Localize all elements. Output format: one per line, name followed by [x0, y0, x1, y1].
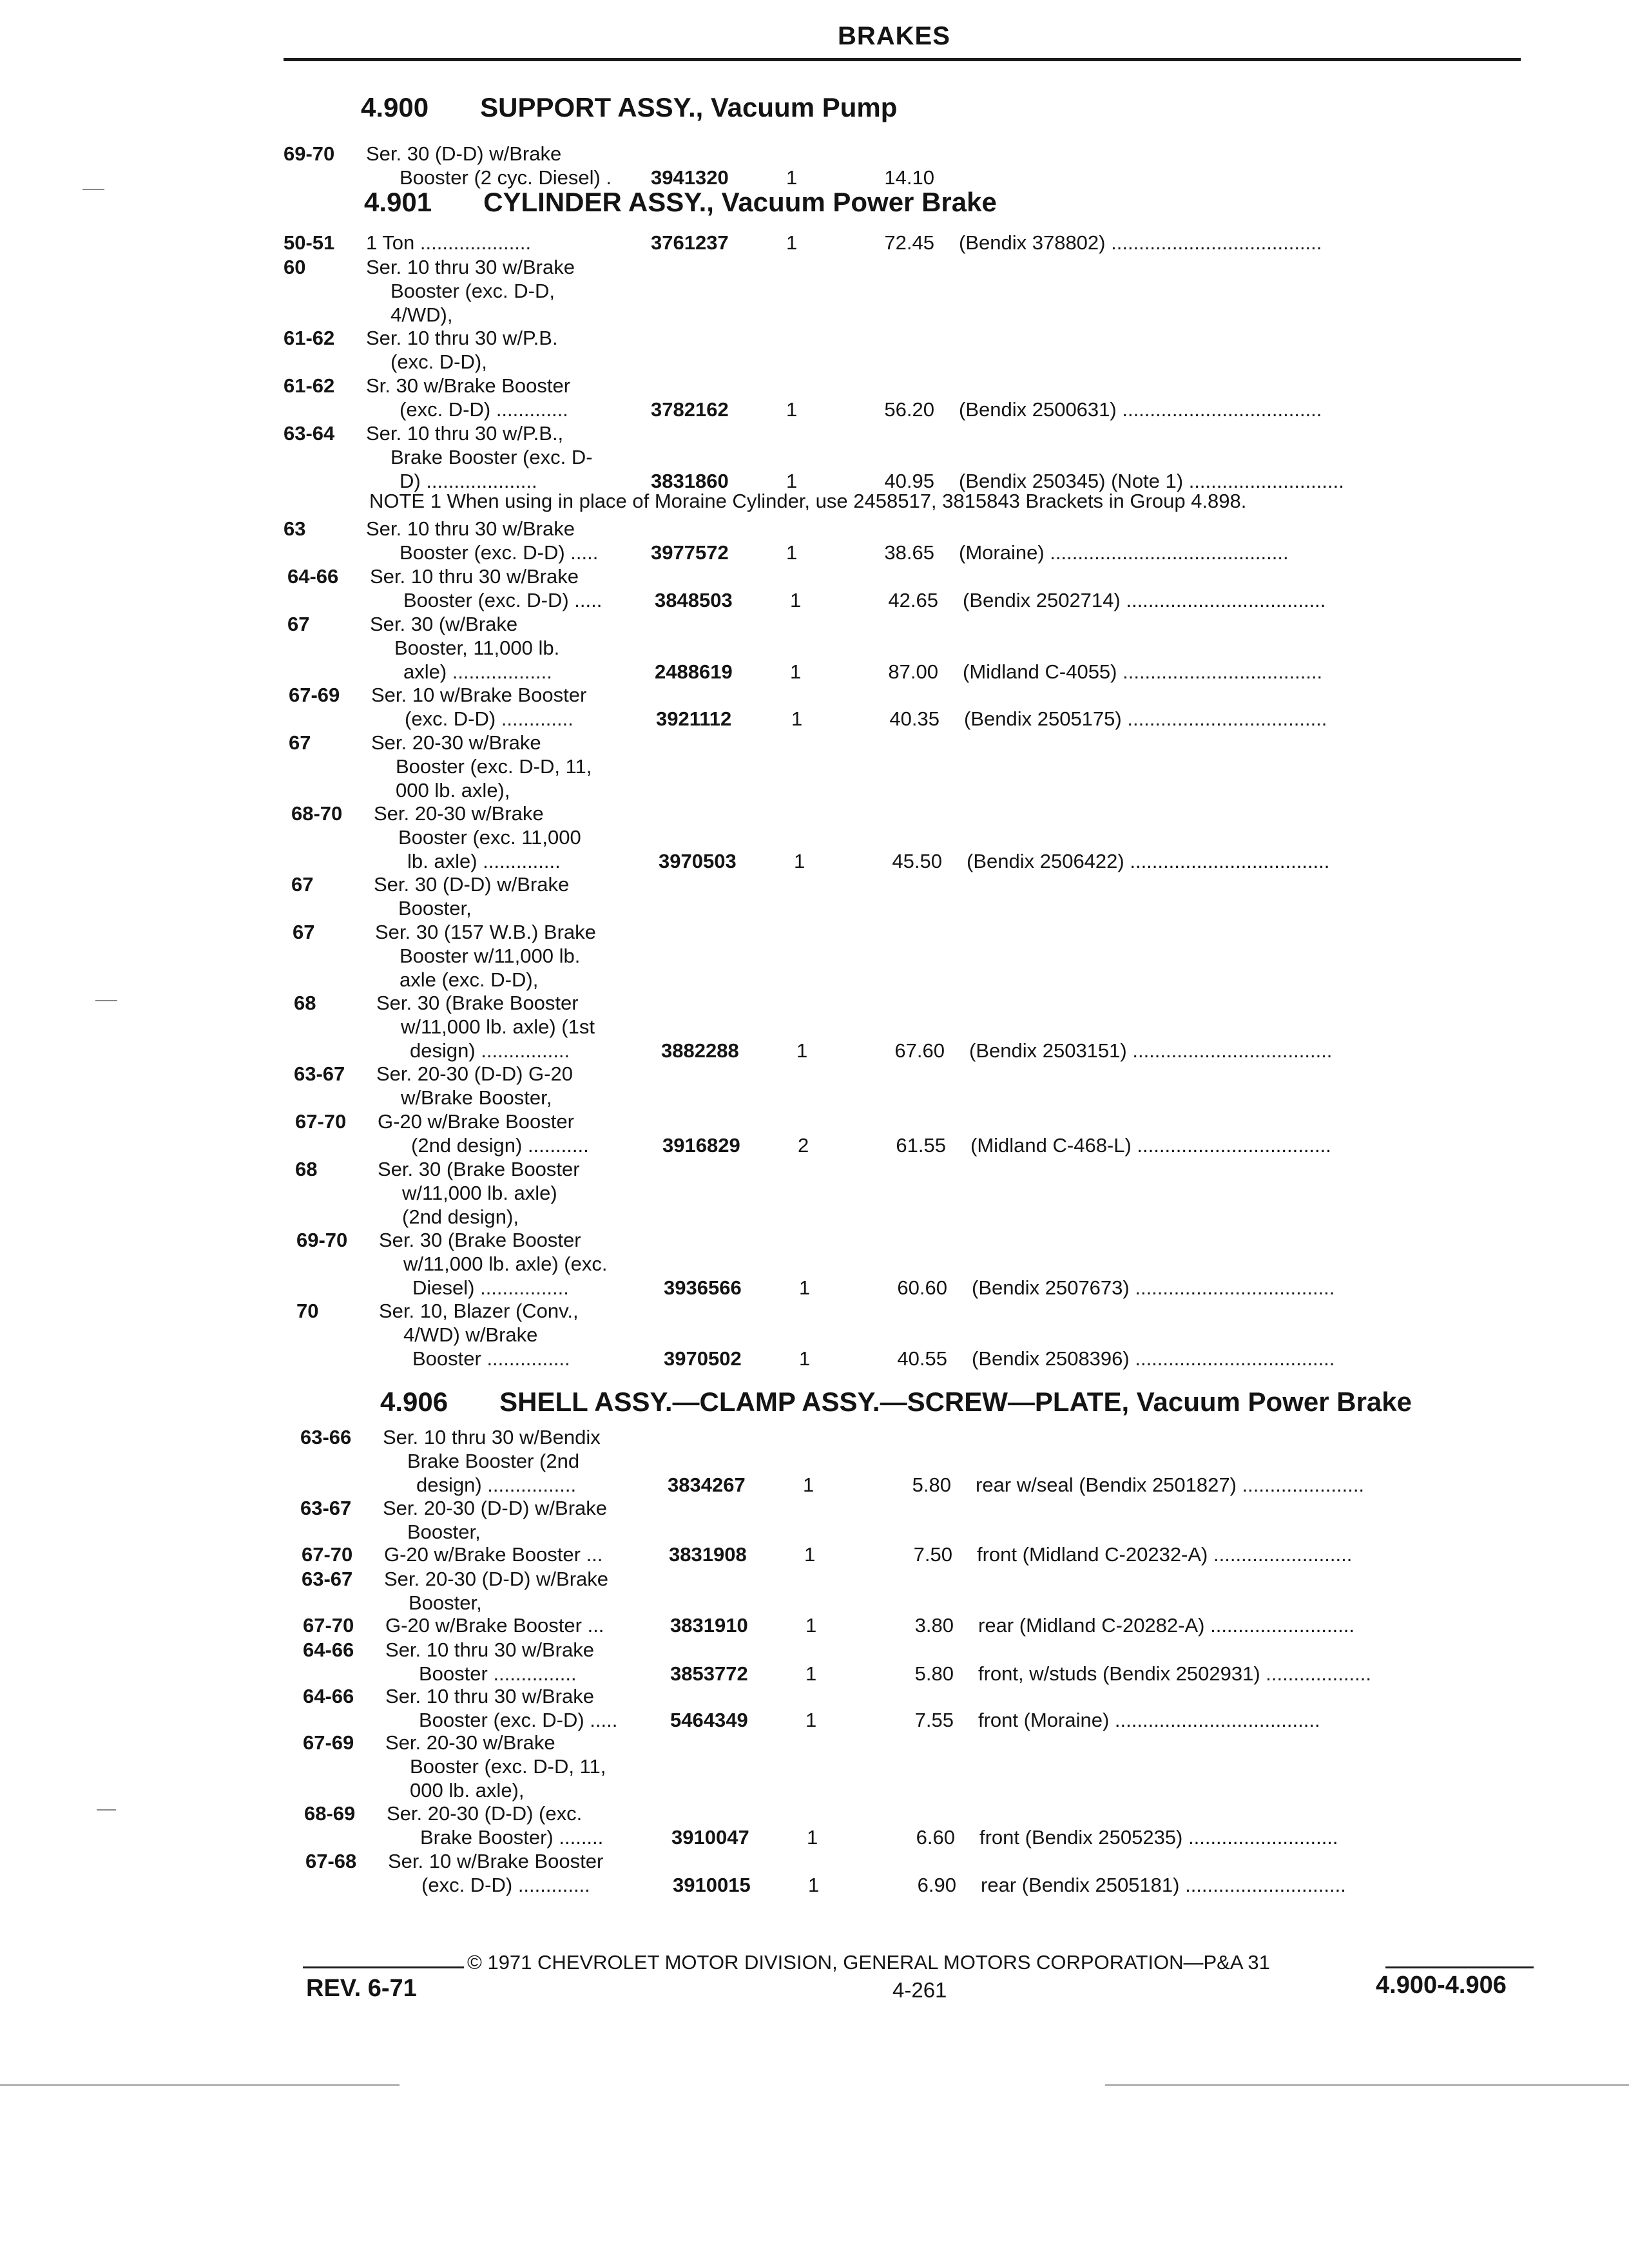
- description-line: Ser. 10 thru 30 w/Brake: [385, 1685, 594, 1707]
- table-row: [284, 374, 1540, 421]
- part-number: 3782162: [651, 398, 729, 421]
- footer-group-range: 4.900-4.906: [1376, 1972, 1507, 1999]
- list-price: 61.55: [896, 1134, 946, 1157]
- part-number: 2488619: [655, 660, 733, 683]
- description-line: Ser. 20-30 (D-D) w/Brake: [384, 1568, 608, 1590]
- model-years: 68-69: [304, 1802, 356, 1825]
- table-row: [303, 1731, 1559, 1802]
- description-line: design) ................: [410, 1039, 570, 1062]
- remark: front (Midland C-20232-A) .........................: [977, 1543, 1353, 1566]
- part-number: 3831910: [670, 1614, 748, 1637]
- quantity: 1: [803, 1474, 815, 1496]
- description-line: 4/WD),: [390, 303, 453, 326]
- section-number: 4.906: [380, 1387, 448, 1417]
- table-row: [284, 255, 1540, 327]
- table-row: [294, 1062, 1550, 1110]
- list-price: 6.60: [916, 1826, 955, 1849]
- remark: (Bendix 378802) ......................................: [959, 231, 1322, 254]
- part-number: 3921112: [656, 707, 732, 730]
- part-number: 3910015: [673, 1874, 751, 1896]
- quantity: 1: [790, 589, 802, 611]
- description-line: Booster (exc. D-D, 11,: [396, 755, 592, 778]
- footer-copyright: © 1971 CHEVROLET MOTOR DIVISION, GENERAL MOTORS CORPORATION—P&A 31: [467, 1951, 1270, 1974]
- header-rule: [284, 58, 1521, 61]
- list-price: 38.65: [884, 541, 934, 564]
- quantity: 1: [791, 707, 803, 730]
- section-title: SUPPORT ASSY., Vacuum Pump: [480, 92, 898, 122]
- table-row: [287, 612, 1544, 684]
- description-line: 4/WD) w/Brake: [403, 1323, 538, 1346]
- description-line: Ser. 10 thru 30 w/Brake: [385, 1639, 594, 1661]
- description-line: (exc. D-D) .............: [405, 707, 574, 730]
- model-years: 67: [293, 921, 315, 943]
- remark: (Bendix 250345) (Note 1) ............................: [959, 470, 1344, 492]
- part-number: 3848503: [655, 589, 733, 611]
- description-line: (2nd design),: [402, 1206, 519, 1228]
- description-line: w/11,000 lb. axle) (exc.: [403, 1253, 608, 1275]
- description-line: 000 lb. axle),: [396, 779, 510, 802]
- quantity: 1: [786, 541, 798, 564]
- description-line: axle) ..................: [403, 660, 552, 683]
- model-years: 64-66: [287, 565, 339, 588]
- description-line: Booster (exc. D-D) .....: [419, 1709, 618, 1731]
- table-row: [300, 1496, 1557, 1544]
- description-line: Booster (exc. D-D,: [390, 280, 555, 302]
- description-line: G-20 w/Brake Booster ...: [385, 1614, 604, 1637]
- quantity: 1: [799, 1276, 811, 1299]
- section-number: 4.900: [361, 92, 429, 122]
- footer-revision: REV. 6-71: [306, 1975, 417, 2002]
- description-line: Booster,: [409, 1591, 482, 1614]
- description-line: lb. axle) ..............: [407, 850, 561, 872]
- model-years: 64-66: [303, 1639, 354, 1661]
- description-line: Diesel) ................: [412, 1276, 569, 1299]
- description-line: Ser. 30 (Brake Booster: [376, 992, 579, 1014]
- description-line: Ser. 30 (D-D) w/Brake: [374, 873, 570, 896]
- part-number: 5464349: [670, 1709, 748, 1731]
- description-line: Booster (exc. D-D) .....: [403, 589, 602, 611]
- part-number: 3831908: [669, 1543, 747, 1566]
- footer-rule-left: [303, 1966, 464, 1968]
- model-years: 61-62: [284, 327, 335, 349]
- model-years: 67-70: [295, 1110, 347, 1133]
- list-price: 40.35: [889, 707, 940, 730]
- model-years: 50-51: [284, 231, 335, 254]
- part-number: 3941320: [651, 166, 729, 189]
- table-row: [295, 1110, 1552, 1157]
- list-price: 6.90: [917, 1874, 956, 1896]
- description-line: (exc. D-D),: [390, 351, 487, 373]
- part-number: 3936566: [664, 1276, 742, 1299]
- part-number: 3831860: [651, 470, 729, 492]
- table-row: [295, 1157, 1552, 1229]
- description: [383, 1496, 724, 1544]
- table-row: [303, 1684, 1559, 1732]
- section-heading: [364, 187, 997, 218]
- description-line: Booster (exc. D-D) .....: [400, 541, 599, 564]
- model-years: 67-70: [302, 1543, 353, 1566]
- description-line: Ser. 10 thru 30 w/Brake: [370, 565, 579, 588]
- description-line: Ser. 20-30 (D-D) G-20: [376, 1062, 573, 1085]
- description-line: Ser. 30 (Brake Booster: [378, 1158, 580, 1180]
- footer-rule-right: [1385, 1966, 1534, 1968]
- model-years: 61-62: [284, 374, 335, 397]
- description-line: Ser. 10 thru 30 w/P.B.,: [366, 422, 564, 445]
- section-title: CYLINDER ASSY., Vacuum Power Brake: [483, 187, 997, 217]
- description-line: Ser. 30 (D-D) w/Brake: [366, 142, 562, 165]
- section-title: SHELL ASSY.—CLAMP ASSY.—SCREW—PLATE, Vacuum Power Brake: [499, 1387, 1412, 1417]
- remark: (Midland C-468-L) ...................................: [970, 1134, 1331, 1157]
- part-number: 3977572: [651, 541, 729, 564]
- description: [376, 1062, 718, 1110]
- description-line: Booster (exc. D-D, 11,: [410, 1755, 606, 1778]
- section-heading: [380, 1387, 1412, 1418]
- description-line: Booster ...............: [419, 1662, 577, 1685]
- quantity: 1: [805, 1662, 817, 1685]
- list-price: 7.50: [913, 1543, 952, 1566]
- table-row: [302, 1567, 1558, 1615]
- description-line: Ser. 10, Blazer (Conv.,: [379, 1300, 579, 1322]
- model-years: 63-66: [300, 1426, 352, 1448]
- description-line: 1 Ton ....................: [366, 231, 532, 254]
- model-years: 63-67: [300, 1497, 352, 1519]
- list-price: 72.45: [884, 231, 934, 254]
- table-row: [302, 1542, 1558, 1566]
- description-line: Ser. 20-30 (D-D) w/Brake: [383, 1497, 607, 1519]
- description-line: Ser. 30 (157 W.B.) Brake: [375, 921, 596, 943]
- list-price: 40.95: [884, 470, 934, 492]
- list-price: 42.65: [888, 589, 938, 611]
- remark: front, w/studs (Bendix 2502931) ...................: [978, 1662, 1371, 1685]
- note-1: NOTE 1 When using in place of Moraine Cylinder, use 2458517, 3815843 Brackets in Group 4.898.: [369, 490, 1247, 512]
- description-line: Ser. 30 (Brake Booster: [379, 1229, 581, 1251]
- section-number: 4.901: [364, 187, 432, 217]
- description-line: Ser. 10 w/Brake Booster: [371, 684, 587, 706]
- table-row: [291, 802, 1548, 873]
- part-number: 3834267: [668, 1474, 746, 1496]
- table-row: [300, 1425, 1557, 1497]
- model-years: 64-66: [303, 1685, 354, 1707]
- remark: (Bendix 2507673) ....................................: [972, 1276, 1335, 1299]
- description-line: Booster, 11,000 lb.: [394, 637, 560, 659]
- description-line: Booster (exc. 11,000: [398, 826, 581, 849]
- model-years: 67-68: [305, 1850, 357, 1872]
- remark: (Bendix 2500631) ....................................: [959, 398, 1322, 421]
- table-row: [303, 1613, 1559, 1637]
- margin-mark: [82, 189, 104, 190]
- list-price: 3.80: [914, 1614, 954, 1637]
- description: [375, 920, 717, 992]
- quantity: 1: [805, 1614, 817, 1637]
- scan-rule-right: [1105, 2084, 1629, 2086]
- list-price: 7.55: [914, 1709, 954, 1731]
- table-row: [304, 1802, 1561, 1849]
- margin-mark: [97, 1809, 116, 1811]
- description-line: Ser. 30 (w/Brake: [370, 613, 518, 635]
- description: [366, 326, 708, 374]
- remark: rear (Bendix 2505181) .............................: [981, 1874, 1346, 1896]
- remark: rear (Midland C-20282-A) ..........................: [978, 1614, 1355, 1637]
- model-years: 63-64: [284, 422, 335, 445]
- quantity: 2: [798, 1134, 809, 1157]
- description-line: w/11,000 lb. axle) (1st: [401, 1015, 595, 1038]
- scan-rule-left: [0, 2084, 400, 2086]
- model-years: 68: [295, 1158, 318, 1180]
- description-line: 000 lb. axle),: [410, 1779, 525, 1802]
- description-line: Ser. 10 thru 30 w/Brake: [366, 517, 575, 540]
- list-price: 40.55: [897, 1347, 947, 1370]
- model-years: 70: [296, 1300, 319, 1322]
- description-line: Booster w/11,000 lb.: [400, 945, 581, 967]
- quantity: 1: [786, 470, 798, 492]
- list-price: 5.80: [914, 1662, 954, 1685]
- description: [378, 1157, 719, 1229]
- quantity: 1: [799, 1347, 811, 1370]
- description: [374, 872, 715, 920]
- description-line: Brake Booster) ........: [420, 1826, 604, 1849]
- remark: (Bendix 2502714) ....................................: [963, 589, 1326, 611]
- description-line: Sr. 30 w/Brake Booster: [366, 374, 571, 397]
- description-line: Ser. 10 thru 30 w/P.B.: [366, 327, 558, 349]
- description-line: Ser. 20-30 (D-D) (exc.: [387, 1802, 583, 1825]
- quantity: 1: [786, 398, 798, 421]
- model-years: 67-69: [289, 684, 340, 706]
- table-row: [291, 872, 1548, 920]
- list-price: 5.80: [912, 1474, 951, 1496]
- description-line: Booster (2 cyc. Diesel) .: [400, 166, 612, 189]
- table-row: [289, 683, 1545, 731]
- section-heading: [361, 92, 897, 123]
- description-line: w/Brake Booster,: [401, 1086, 552, 1109]
- quantity: 1: [796, 1039, 808, 1062]
- remark: (Bendix 2508396) ....................................: [972, 1347, 1335, 1370]
- model-years: 68: [294, 992, 316, 1014]
- quantity: 1: [794, 850, 805, 872]
- model-years: 67: [289, 731, 311, 754]
- part-number: 3916829: [662, 1134, 740, 1157]
- description-line: Booster,: [407, 1521, 481, 1543]
- table-row: [296, 1228, 1553, 1300]
- quantity: 1: [804, 1543, 816, 1566]
- part-number: 3882288: [661, 1039, 739, 1062]
- footer-page-number: 4-261: [892, 1978, 947, 2002]
- description-line: Ser. 10 thru 30 w/Brake: [366, 256, 575, 278]
- model-years: 69-70: [296, 1229, 348, 1251]
- model-years: 67-69: [303, 1731, 354, 1754]
- quantity: 1: [807, 1826, 818, 1849]
- quantity: 1: [790, 660, 802, 683]
- table-row: [284, 326, 1540, 374]
- list-price: 60.60: [897, 1276, 947, 1299]
- description: [384, 1567, 726, 1615]
- table-row: [296, 1299, 1553, 1370]
- remark: (Midland C-4055) ....................................: [963, 660, 1323, 683]
- description-line: G-20 w/Brake Booster ...: [384, 1543, 603, 1566]
- description-line: design) ................: [416, 1474, 577, 1496]
- description-line: Ser. 20-30 w/Brake: [371, 731, 541, 754]
- table-row: [287, 564, 1544, 612]
- model-years: 67-70: [303, 1614, 354, 1637]
- remark: (Bendix 2505175) ....................................: [964, 707, 1327, 730]
- description-line: Ser. 10 thru 30 w/Bendix: [383, 1426, 601, 1448]
- part-number: 3853772: [670, 1662, 748, 1685]
- description-line: (2nd design) ...........: [411, 1134, 589, 1157]
- description-line: Booster ...............: [412, 1347, 570, 1370]
- part-number: 3970502: [664, 1347, 742, 1370]
- table-row: [294, 991, 1550, 1062]
- description-line: Booster,: [398, 897, 472, 919]
- quantity: 1: [808, 1874, 820, 1896]
- part-number: 3970503: [659, 850, 737, 872]
- table-row: [284, 421, 1540, 493]
- description-line: G-20 w/Brake Booster: [378, 1110, 574, 1133]
- list-price: 14.10: [884, 166, 934, 189]
- description: [366, 255, 708, 327]
- model-years: 68-70: [291, 802, 343, 825]
- description: [371, 731, 713, 802]
- description-line: w/11,000 lb. axle): [402, 1182, 557, 1204]
- model-years: 67: [291, 873, 314, 896]
- description-line: Brake Booster (exc. D-: [390, 446, 593, 468]
- model-years: 63-67: [302, 1568, 353, 1590]
- model-years: 69-70: [284, 142, 335, 165]
- model-years: 60: [284, 256, 306, 278]
- list-price: 87.00: [888, 660, 938, 683]
- part-number: 3910047: [671, 1826, 749, 1849]
- table-row: [293, 920, 1549, 992]
- model-years: 63: [284, 517, 306, 540]
- list-price: 45.50: [892, 850, 942, 872]
- description-line: Ser. 20-30 w/Brake: [385, 1731, 555, 1754]
- table-row: [284, 231, 1540, 255]
- description-line: Ser. 20-30 w/Brake: [374, 802, 544, 825]
- description-line: (exc. D-D) .............: [421, 1874, 590, 1896]
- table-row: [289, 731, 1545, 802]
- page-header-title: BRAKES: [838, 22, 950, 50]
- model-years: 63-67: [294, 1062, 345, 1085]
- margin-mark: [95, 1000, 117, 1001]
- quantity: 1: [805, 1709, 817, 1731]
- remark: front (Moraine) .....................................: [978, 1709, 1320, 1731]
- list-price: 56.20: [884, 398, 934, 421]
- table-row: [305, 1849, 1562, 1897]
- remark: (Moraine) ...........................................: [959, 541, 1289, 564]
- quantity: 1: [786, 166, 798, 189]
- table-row: [284, 517, 1540, 564]
- table-row: [303, 1638, 1559, 1686]
- model-years: 67: [287, 613, 310, 635]
- remark: (Bendix 2503151) ....................................: [969, 1039, 1333, 1062]
- list-price: 67.60: [894, 1039, 945, 1062]
- remark: (Bendix 2506422) ....................................: [967, 850, 1330, 872]
- description-line: Ser. 10 w/Brake Booster: [388, 1850, 604, 1872]
- remark: front (Bendix 2505235) ...........................: [979, 1826, 1338, 1849]
- table-row: [284, 142, 1540, 189]
- quantity: 1: [786, 231, 798, 254]
- description-line: Brake Booster (2nd: [407, 1450, 580, 1472]
- description: [385, 1731, 727, 1802]
- remark: rear w/seal (Bendix 2501827) ......................: [976, 1474, 1365, 1496]
- description-line: axle (exc. D-D),: [400, 968, 539, 991]
- description-line: D) ....................: [400, 470, 537, 492]
- part-number: 3761237: [651, 231, 729, 254]
- description-line: (exc. D-D) .............: [400, 398, 568, 421]
